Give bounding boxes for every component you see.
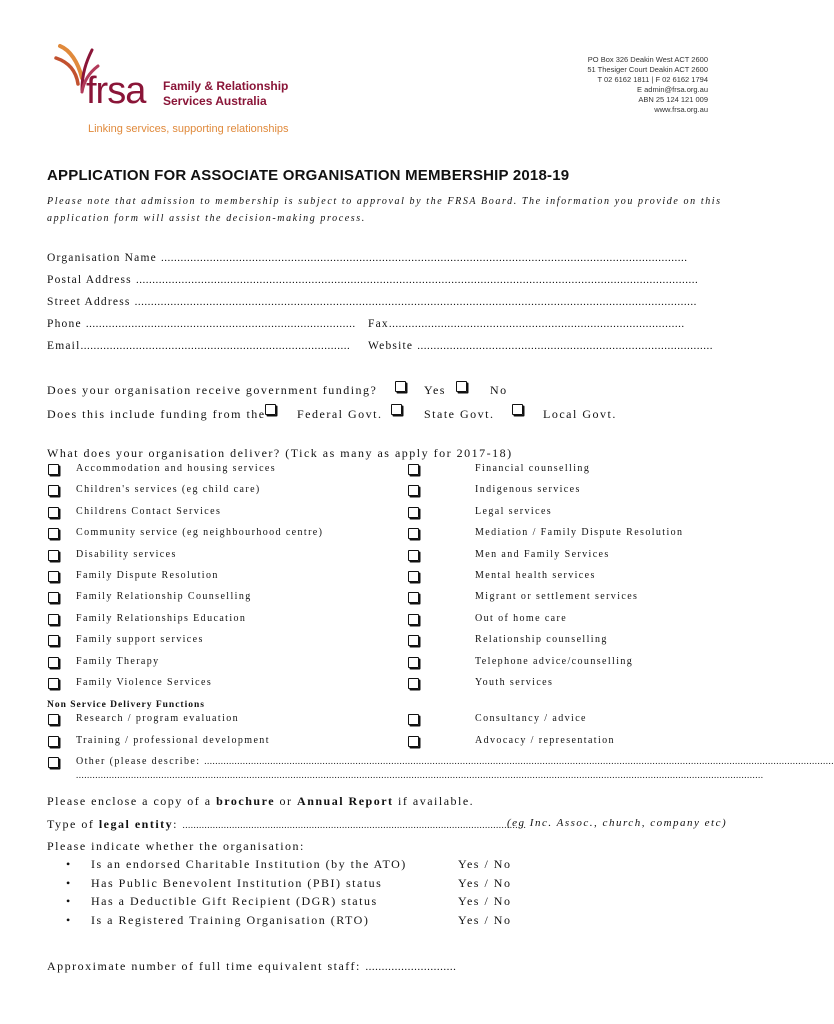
local-label: Local Govt. bbox=[543, 407, 617, 421]
status-label: Is an endorsed Charitable Institution (by the ATO) bbox=[91, 857, 407, 871]
service-label: Training / professional development bbox=[76, 735, 270, 746]
phone-label: Phone bbox=[47, 318, 82, 330]
service-checkbox[interactable] bbox=[408, 635, 419, 646]
yes-no-option[interactable]: Yes / No bbox=[458, 876, 512, 890]
street-field[interactable]: ............................................................................................................................................................................. bbox=[134, 296, 697, 308]
contact-line: 51 Thesiger Court Deakin ACT 2600 bbox=[587, 65, 708, 74]
service-checkbox[interactable] bbox=[408, 464, 419, 475]
service-label: Men and Family Services bbox=[475, 549, 610, 560]
frsa-logo-text: frsa bbox=[86, 70, 146, 112]
other-field[interactable]: ..................................................................................................................................................................................................................................... bbox=[204, 756, 834, 766]
form-title: APPLICATION FOR ASSOCIATE ORGANISATION MEMBERSHIP 2018-19 bbox=[47, 167, 570, 184]
service-checkbox[interactable] bbox=[48, 571, 59, 582]
service-label: Consultancy / advice bbox=[475, 713, 587, 724]
service-label: Mental health services bbox=[475, 570, 596, 581]
email-row bbox=[47, 340, 357, 352]
funding-include-question: Does this include funding from the bbox=[47, 407, 266, 421]
fte-row bbox=[47, 959, 456, 974]
service-label: Childrens Contact Services bbox=[76, 506, 222, 517]
service-checkbox[interactable] bbox=[48, 635, 59, 646]
bullet-icon: • bbox=[66, 913, 71, 927]
service-checkbox[interactable] bbox=[48, 485, 59, 496]
service-label: Relationship counselling bbox=[475, 634, 608, 645]
service-checkbox[interactable] bbox=[408, 736, 419, 747]
state-checkbox[interactable] bbox=[391, 404, 402, 415]
intro-line-2: application form will assist the decision-making process. bbox=[47, 213, 366, 224]
contact-block bbox=[587, 55, 708, 115]
enclose-suffix: if available. bbox=[393, 794, 475, 808]
yes-no-option[interactable]: Yes / No bbox=[458, 857, 512, 871]
state-label: State Govt. bbox=[424, 407, 495, 421]
bullet-icon: • bbox=[66, 876, 71, 890]
service-label: Out of home care bbox=[475, 613, 568, 624]
service-label: Family Dispute Resolution bbox=[76, 570, 219, 581]
service-checkbox[interactable] bbox=[48, 657, 59, 668]
legal-entity-row bbox=[47, 817, 527, 832]
service-checkbox[interactable] bbox=[48, 714, 59, 725]
org-name-row bbox=[47, 252, 707, 264]
status-label: Has a Deductible Gift Recipient (DGR) status bbox=[91, 894, 378, 908]
indicate-question: Please indicate whether the organisation: bbox=[47, 839, 305, 853]
service-label: Mediation / Family Dispute Resolution bbox=[475, 527, 684, 538]
other-label: Other (please describe: bbox=[76, 756, 201, 767]
deliver-question: What does your organisation deliver? (Tick as many as apply for 2017-18) bbox=[47, 446, 513, 460]
enclose-brochure: brochure bbox=[216, 794, 276, 808]
service-checkbox[interactable] bbox=[408, 592, 419, 603]
yes-no-option[interactable]: Yes / No bbox=[458, 894, 512, 908]
funding-no-checkbox[interactable] bbox=[456, 381, 467, 392]
postal-label: Postal Address bbox=[47, 274, 132, 286]
service-checkbox[interactable] bbox=[408, 657, 419, 668]
service-checkbox[interactable] bbox=[48, 528, 59, 539]
service-label: Family Therapy bbox=[76, 656, 160, 667]
service-label: Children's services (eg child care) bbox=[76, 484, 261, 495]
street-row bbox=[47, 296, 707, 308]
funding-no-label: No bbox=[490, 383, 508, 397]
federal-label: Federal Govt. bbox=[297, 407, 383, 421]
service-label: Accommodation and housing services bbox=[76, 463, 277, 474]
phone-field[interactable]: ................................................................................... bbox=[85, 318, 356, 330]
phone-row bbox=[47, 318, 357, 330]
service-checkbox[interactable] bbox=[48, 550, 59, 561]
service-label: Disability services bbox=[76, 549, 177, 560]
other-row bbox=[76, 756, 834, 767]
service-label: Financial counselling bbox=[475, 463, 591, 474]
funding-yes-checkbox[interactable] bbox=[395, 381, 406, 392]
bullet-icon: • bbox=[66, 894, 71, 908]
enclose-or: or bbox=[275, 794, 298, 808]
funding-yes-label: Yes bbox=[424, 383, 446, 397]
enclose-text bbox=[47, 794, 474, 809]
org-name-field[interactable]: .................................................................................................................................................................. bbox=[161, 252, 688, 264]
contact-line: T 02 6162 1811 | F 02 6162 1794 bbox=[597, 75, 708, 84]
service-label: Family Violence Services bbox=[76, 677, 213, 688]
email-label: Email bbox=[47, 340, 81, 352]
org-name-label: Organisation Name bbox=[47, 252, 157, 264]
service-label: Community service (eg neighbourhood centre) bbox=[76, 527, 324, 538]
other-field-line2[interactable]: .......................................................................................................................................................................................................................................................... bbox=[76, 770, 764, 780]
bullet-icon: • bbox=[66, 857, 71, 871]
fax-row bbox=[368, 318, 706, 330]
service-label: Family Relationships Education bbox=[76, 613, 247, 624]
service-checkbox[interactable] bbox=[408, 550, 419, 561]
website-label: Website bbox=[368, 340, 414, 352]
service-label: Family support services bbox=[76, 634, 204, 645]
federal-checkbox[interactable] bbox=[265, 404, 276, 415]
legal-prefix: Type of bbox=[47, 817, 99, 831]
intro-line-1: Please note that admission to membership is subject to approval by the FRSA Board. The information you provide on this bbox=[47, 196, 722, 207]
yes-no-option[interactable]: Yes / No bbox=[458, 913, 512, 927]
fte-field[interactable]: ............................ bbox=[365, 961, 457, 973]
service-checkbox[interactable] bbox=[48, 592, 59, 603]
service-label: Family Relationship Counselling bbox=[76, 591, 252, 602]
street-label: Street Address bbox=[47, 296, 131, 308]
other-checkbox[interactable] bbox=[48, 757, 59, 768]
legal-entity-field[interactable]: ............................................................................................................................. bbox=[182, 820, 527, 830]
service-checkbox[interactable] bbox=[48, 678, 59, 689]
service-checkbox[interactable] bbox=[408, 528, 419, 539]
service-label: Telephone advice/counselling bbox=[475, 656, 634, 667]
fax-label: Fax bbox=[368, 318, 389, 330]
service-checkbox[interactable] bbox=[48, 736, 59, 747]
website-row bbox=[368, 340, 713, 352]
service-checkbox[interactable] bbox=[408, 507, 419, 518]
service-label: Migrant or settlement services bbox=[475, 591, 639, 602]
postal-field[interactable]: ............................................................................................................................................................................. bbox=[135, 274, 699, 286]
email-field[interactable]: ................................................................................... bbox=[80, 340, 351, 352]
tagline: Linking services, supporting relationships bbox=[88, 123, 289, 135]
legal-example: (eg Inc. Assoc., church, company etc) bbox=[507, 817, 728, 829]
service-label: Research / program evaluation bbox=[76, 713, 240, 724]
non-service-heading: Non Service Delivery Functions bbox=[47, 700, 205, 710]
contact-line: PO Box 326 Deakin West ACT 2600 bbox=[587, 55, 708, 64]
funding-question: Does your organisation receive government funding? bbox=[47, 383, 378, 397]
service-label: Indigenous services bbox=[475, 484, 581, 495]
enclose-report: Annual Report bbox=[297, 794, 394, 808]
contact-line: E admin@frsa.org.au bbox=[637, 85, 708, 94]
service-label: Advocacy / representation bbox=[475, 735, 615, 746]
service-checkbox[interactable] bbox=[48, 464, 59, 475]
legal-suffix: : bbox=[173, 817, 178, 831]
status-label: Is a Registered Training Organisation (RTO) bbox=[91, 913, 370, 927]
local-checkbox[interactable] bbox=[512, 404, 523, 415]
service-checkbox[interactable] bbox=[48, 614, 59, 625]
status-label: Has Public Benevolent Institution (PBI) status bbox=[91, 876, 383, 890]
service-label: Youth services bbox=[475, 677, 554, 688]
website-field[interactable]: ........................................................................................... bbox=[417, 340, 713, 352]
fax-field[interactable]: ........................................................................................... bbox=[388, 318, 685, 330]
service-checkbox[interactable] bbox=[408, 571, 419, 582]
legal-bold: legal entity bbox=[98, 817, 174, 831]
service-checkbox[interactable] bbox=[408, 678, 419, 689]
enclose-prefix: Please enclose a copy of a bbox=[47, 794, 217, 808]
postal-row bbox=[47, 274, 707, 286]
contact-line: www.frsa.org.au bbox=[654, 105, 708, 114]
org-name-line1: Family & Relationship bbox=[163, 79, 289, 93]
fte-label: Approximate number of full time equivalent staff: bbox=[47, 959, 361, 973]
contact-line: ABN 25 124 121 009 bbox=[638, 95, 708, 104]
service-checkbox[interactable] bbox=[48, 507, 59, 518]
service-label: Legal services bbox=[475, 506, 553, 517]
service-checkbox[interactable] bbox=[408, 485, 419, 496]
service-checkbox[interactable] bbox=[408, 614, 419, 625]
org-name-line2: Services Australia bbox=[163, 94, 267, 108]
service-checkbox[interactable] bbox=[408, 714, 419, 725]
